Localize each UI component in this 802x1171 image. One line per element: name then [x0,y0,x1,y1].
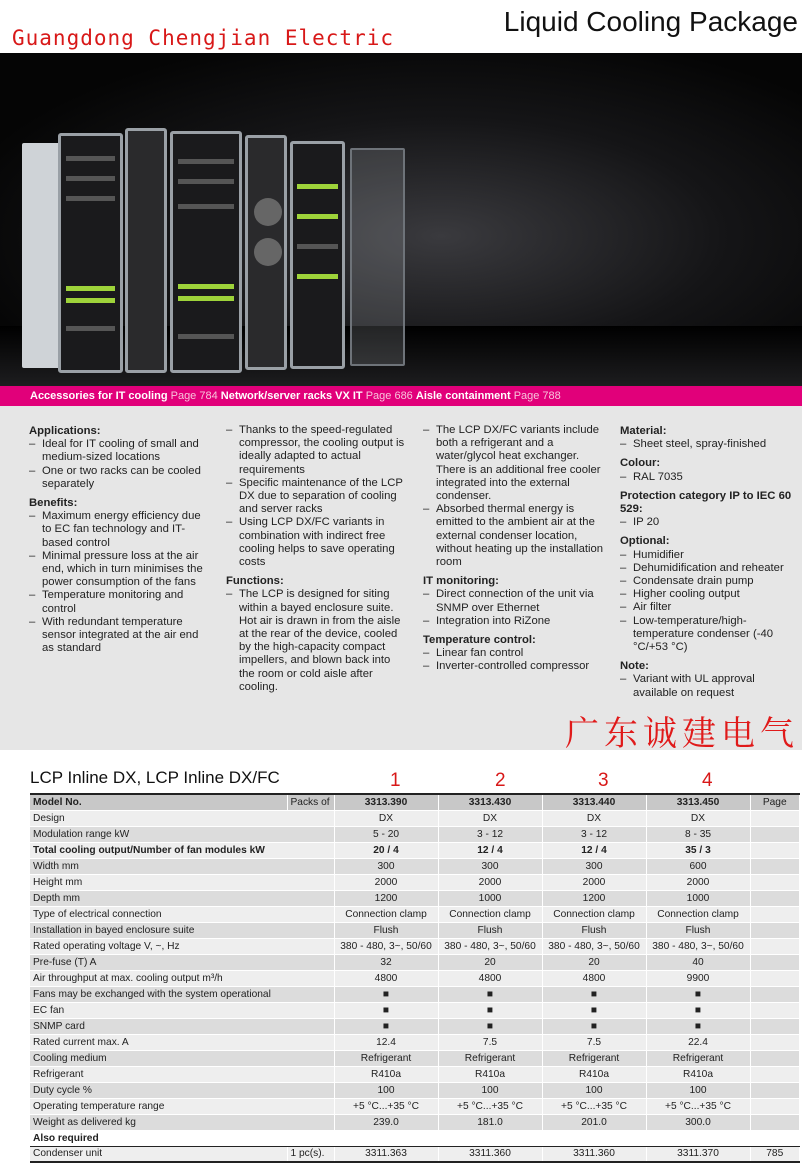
value-cell: ■ [334,986,438,1002]
glass-door [350,148,405,366]
row-label: Fans may be exchanged with the system operational [30,986,334,1002]
page-cell [750,906,800,922]
row-label: Modulation range kW [30,826,334,842]
list-item: – Sheet steel, spray-finished [620,438,798,451]
value-cell: ■ [334,1002,438,1018]
value-cell: R410a [542,1066,646,1082]
value-cell: 40 [646,954,750,970]
row-label: SNMP card [30,1018,334,1034]
value-cell: 3311.360 [438,1146,542,1162]
section-heading: Colour: [620,457,661,470]
value-cell: ■ [542,1018,646,1034]
page-cell [750,1114,800,1130]
row-label: Height mm [30,874,334,890]
value-cell: R410a [646,1066,750,1082]
functions-list-cont [423,424,605,569]
table-row [30,1066,800,1082]
value-cell: Flush [334,922,438,938]
list-item: – One or two racks can be cooled separately [29,465,211,491]
product-info [0,406,802,750]
benefits-list [29,510,211,655]
list-item: – Absorbed thermal energy is emitted to the ambient air at the external condenser location, without heating up the installation room [423,503,605,569]
table-row [30,826,800,842]
header-cell: 3313.430 [438,794,542,810]
value-cell: ■ [438,1002,542,1018]
value-cell: 300 [542,858,646,874]
page-cell [750,810,800,826]
row-label: Width mm [30,858,334,874]
table-row [30,810,800,826]
table-row [30,906,800,922]
value-cell: 4800 [334,970,438,986]
column-annotation: 1 [390,770,401,791]
value-cell: 239.0 [334,1114,438,1130]
row-label: Rated operating voltage V, ~, Hz [30,938,334,954]
value-cell: 201.0 [542,1114,646,1130]
value-cell: 100 [646,1082,750,1098]
value-cell: ■ [646,1002,750,1018]
value-cell: Refrigerant [334,1050,438,1066]
benefits-list-cont [226,424,408,569]
header-cell: 3313.440 [542,794,646,810]
value-cell: 100 [438,1082,542,1098]
note-list [620,673,798,699]
list-item: – Dehumidification and reheater [620,562,798,575]
value-cell: 3311.363 [334,1146,438,1162]
table-row [30,970,800,986]
value-cell: Connection clamp [334,906,438,922]
page-cell [750,890,800,906]
value-cell: 20 [542,954,646,970]
table-row [30,922,800,938]
section-heading: Material: [620,425,667,437]
it-monitoring-list [423,588,605,628]
value-cell: 300.0 [646,1114,750,1130]
page-cell [750,1082,800,1098]
row-label: Installation in bayed enclosure suite [30,922,334,938]
table-row [30,1098,800,1114]
section-heading: Optional: [620,535,670,548]
value-cell: Connection clamp [438,906,542,922]
applications-list [29,438,211,491]
table-row [30,1050,800,1066]
page-cell [750,1066,800,1082]
value-cell: DX [334,810,438,826]
table-row [30,986,800,1002]
value-cell: 380 - 480, 3~, 50/60 [646,938,750,954]
list-item: – Low-temperature/high-temperature condenser (-40 °C/+53 °C) [620,615,798,655]
page-cell [750,858,800,874]
page-cell [750,1002,800,1018]
cooling-unit [125,128,167,373]
value-cell: 2000 [334,874,438,890]
protection-list [620,516,798,529]
value-cell: 1200 [334,890,438,906]
value-cell: 5 - 20 [334,826,438,842]
table-row [30,1146,800,1162]
page-cell [750,922,800,938]
page-cell [750,970,800,986]
accessory-link[interactable]: Network/server racks VX IT [220,390,363,402]
list-item: – Air filter [620,601,798,614]
page-ref: Page 784 [170,390,218,402]
cooling-unit [245,135,287,370]
row-label: Condenser unit [30,1146,287,1162]
list-item: – Using LCP DX/FC variants in combination with indirect free cooling helps to save operating costs [226,516,408,569]
table-title: LCP Inline DX, LCP Inline DX/FC [30,768,280,787]
value-cell: 380 - 480, 3~, 50/60 [542,938,646,954]
row-label: Operating temperature range [30,1098,334,1114]
list-item: – Temperature monitoring and control [29,589,211,615]
header-cell: 3313.390 [334,794,438,810]
value-cell: +5 °C...+35 °C [438,1098,542,1114]
list-item: – Higher cooling output [620,588,798,601]
value-cell: ■ [438,1018,542,1034]
value-cell: +5 °C...+35 °C [646,1098,750,1114]
value-cell: 2000 [438,874,542,890]
value-cell: 300 [334,858,438,874]
value-cell: 12 / 4 [542,842,646,858]
value-cell: ■ [334,1018,438,1034]
accessories-bar [0,386,802,406]
value-cell: +5 °C...+35 °C [334,1098,438,1114]
column-annotation: 3 [598,770,609,791]
value-cell: 3311.360 [542,1146,646,1162]
value-cell: ■ [646,1018,750,1034]
value-cell: Refrigerant [646,1050,750,1066]
table-row [30,938,800,954]
section-heading: Applications: [29,425,101,437]
page-cell [750,986,800,1002]
value-cell: 3311.370 [646,1146,750,1162]
list-item: – Linear fan control [423,647,605,660]
row-label: Refrigerant [30,1066,334,1082]
section-heading: IT monitoring: [423,575,499,588]
spec-table [30,793,800,1163]
value-cell: 12.4 [334,1034,438,1050]
temperature-list [423,647,605,673]
section-heading: Functions: [226,575,284,588]
section-heading: Note: [620,660,649,673]
table-row [30,1130,800,1146]
column-annotation: 4 [702,770,713,791]
value-cell: Flush [542,922,646,938]
value-cell: +5 °C...+35 °C [542,1098,646,1114]
info-column-2 [226,424,408,694]
page-cell [750,874,800,890]
value-cell: 7.5 [542,1034,646,1050]
list-item: – Thanks to the speed-regulated compressor, the cooling output is ideally adapted to actual requirements [226,424,408,477]
table-row [30,842,800,858]
value-cell: ■ [542,1002,646,1018]
value-cell: Connection clamp [542,906,646,922]
info-column-4 [620,424,798,700]
list-item: – RAL 7035 [620,471,798,484]
colour-list [620,471,798,484]
company-name: Guangdong Chengjian Electric [12,26,395,50]
value-cell: 380 - 480, 3~, 50/60 [438,938,542,954]
page-cell [750,826,800,842]
value-cell: Flush [438,922,542,938]
value-cell: 100 [334,1082,438,1098]
section-heading: Temperature control: [423,634,536,647]
header-cell: Page [750,794,800,810]
info-column-1 [29,424,211,655]
value-cell: DX [542,810,646,826]
value-cell: ■ [438,986,542,1002]
row-label: Duty cycle % [30,1082,334,1098]
row-label: Air throughput at max. cooling output m³/h [30,970,334,986]
page-cell [750,1018,800,1034]
value-cell: 4800 [542,970,646,986]
value-cell: 1200 [542,890,646,906]
value-cell: Refrigerant [542,1050,646,1066]
side-panel [22,143,60,368]
row-label: Pre-fuse (T) A [30,954,334,970]
page-title: Liquid Cooling Package [503,6,798,37]
list-item: – Integration into RiZone [423,615,605,628]
table-row [30,874,800,890]
table-row [30,1018,800,1034]
server-rack [170,131,242,373]
value-cell: R410a [334,1066,438,1082]
value-cell: 3 - 12 [438,826,542,842]
row-label: Weight as delivered kg [30,1114,334,1130]
page-ref: Page 686 [365,390,413,402]
table-row [30,954,800,970]
row-label: Total cooling output/Number of fan modules kW [30,842,334,858]
page-cell [750,938,800,954]
value-cell: 100 [542,1082,646,1098]
list-item: – Maximum energy efficiency due to EC fan technology and IT-based control [29,510,211,550]
network-rack [290,141,345,369]
header-cell: 3313.450 [646,794,750,810]
list-item: – Variant with UL approval available on request [620,673,798,699]
row-label: Type of electrical connection [30,906,334,922]
row-label: EC fan [30,1002,334,1018]
optional-list [620,549,798,655]
list-item: – The LCP is designed for siting within a bayed enclosure suite. Hot air is drawn in from the aisle at the rear of the device, cooled by the high-capacity compact impellers, and blown back into the room or cold aisle after cooling. [226,588,408,694]
value-cell: 7.5 [438,1034,542,1050]
value-cell: 3 - 12 [542,826,646,842]
list-item: – Direct connection of the unit via SNMP over Ethernet [423,588,605,614]
table-row [30,1114,800,1130]
info-column-3 [423,424,605,674]
value-cell: 20 / 4 [334,842,438,858]
header-cell: Model No. [30,794,287,810]
value-cell: ■ [542,986,646,1002]
row-label: Design [30,810,334,826]
page-ref: Page 788 [513,390,561,402]
value-cell: 2000 [542,874,646,890]
also-required-label: Also required [30,1130,800,1146]
value-cell: 22.4 [646,1034,750,1050]
value-cell: 9900 [646,970,750,986]
column-annotation: 2 [495,770,506,791]
value-cell: 12 / 4 [438,842,542,858]
value-cell: 2000 [646,874,750,890]
value-cell: Flush [646,922,750,938]
section-heading: Protection category IP to IEC 60 529: [620,489,792,516]
value-cell: ■ [646,986,750,1002]
value-cell: Connection clamp [646,906,750,922]
server-rack [58,133,123,373]
list-item: – Humidifier [620,549,798,562]
value-cell: 1000 [438,890,542,906]
table-header-row [30,794,800,810]
value-cell: 4800 [438,970,542,986]
value-cell: 380 - 480, 3~, 50/60 [334,938,438,954]
list-item: – With redundant temperature sensor integrated at the air end as standard [29,616,211,656]
value-cell: 8 - 35 [646,826,750,842]
table-row [30,1002,800,1018]
list-item: – Inverter-controlled compressor [423,660,605,673]
value-cell: 32 [334,954,438,970]
row-label: Depth mm [30,890,334,906]
list-item: – Specific maintenance of the LCP DX due to separation of cooling and server racks [226,477,408,517]
list-item: – Condensate drain pump [620,575,798,588]
page-cell [750,1034,800,1050]
value-cell: 300 [438,858,542,874]
value-cell: R410a [438,1066,542,1082]
material-list [620,438,798,451]
page-cell: 785 [750,1146,800,1162]
table-row [30,1034,800,1050]
page-cell [750,954,800,970]
section-heading: Benefits: [29,497,78,510]
value-cell: 1000 [646,890,750,906]
packs-cell: 1 pc(s). [287,1146,334,1162]
list-item: – The LCP DX/FC variants include both a refrigerant and a water/glycol heat exchanger. There is an additional free cooler integrated into the external condenser. [423,424,605,503]
table-row [30,1082,800,1098]
watermark-text: 广东诚建电气 [565,714,799,754]
product-photo [0,53,802,386]
value-cell: 20 [438,954,542,970]
value-cell: 181.0 [438,1114,542,1130]
table-row [30,890,800,906]
row-label: Cooling medium [30,1050,334,1066]
functions-list [226,588,408,694]
list-item: – Minimal pressure loss at the air end, which in turn minimises the power consumption of the fans [29,550,211,590]
value-cell: DX [438,810,542,826]
page-cell [750,1098,800,1114]
value-cell: 600 [646,858,750,874]
accessory-link[interactable]: Aisle containment [415,390,511,402]
value-cell: 35 / 3 [646,842,750,858]
value-cell: DX [646,810,750,826]
list-item: – Ideal for IT cooling of small and medium-sized locations [29,438,211,464]
page-cell [750,1050,800,1066]
header-cell: Packs of [287,794,334,810]
table-row [30,858,800,874]
value-cell: Refrigerant [438,1050,542,1066]
row-label: Rated current max. A [30,1034,334,1050]
list-item: – IP 20 [620,516,798,529]
page-cell [750,842,800,858]
accessory-link[interactable]: Accessories for IT cooling [30,390,168,402]
